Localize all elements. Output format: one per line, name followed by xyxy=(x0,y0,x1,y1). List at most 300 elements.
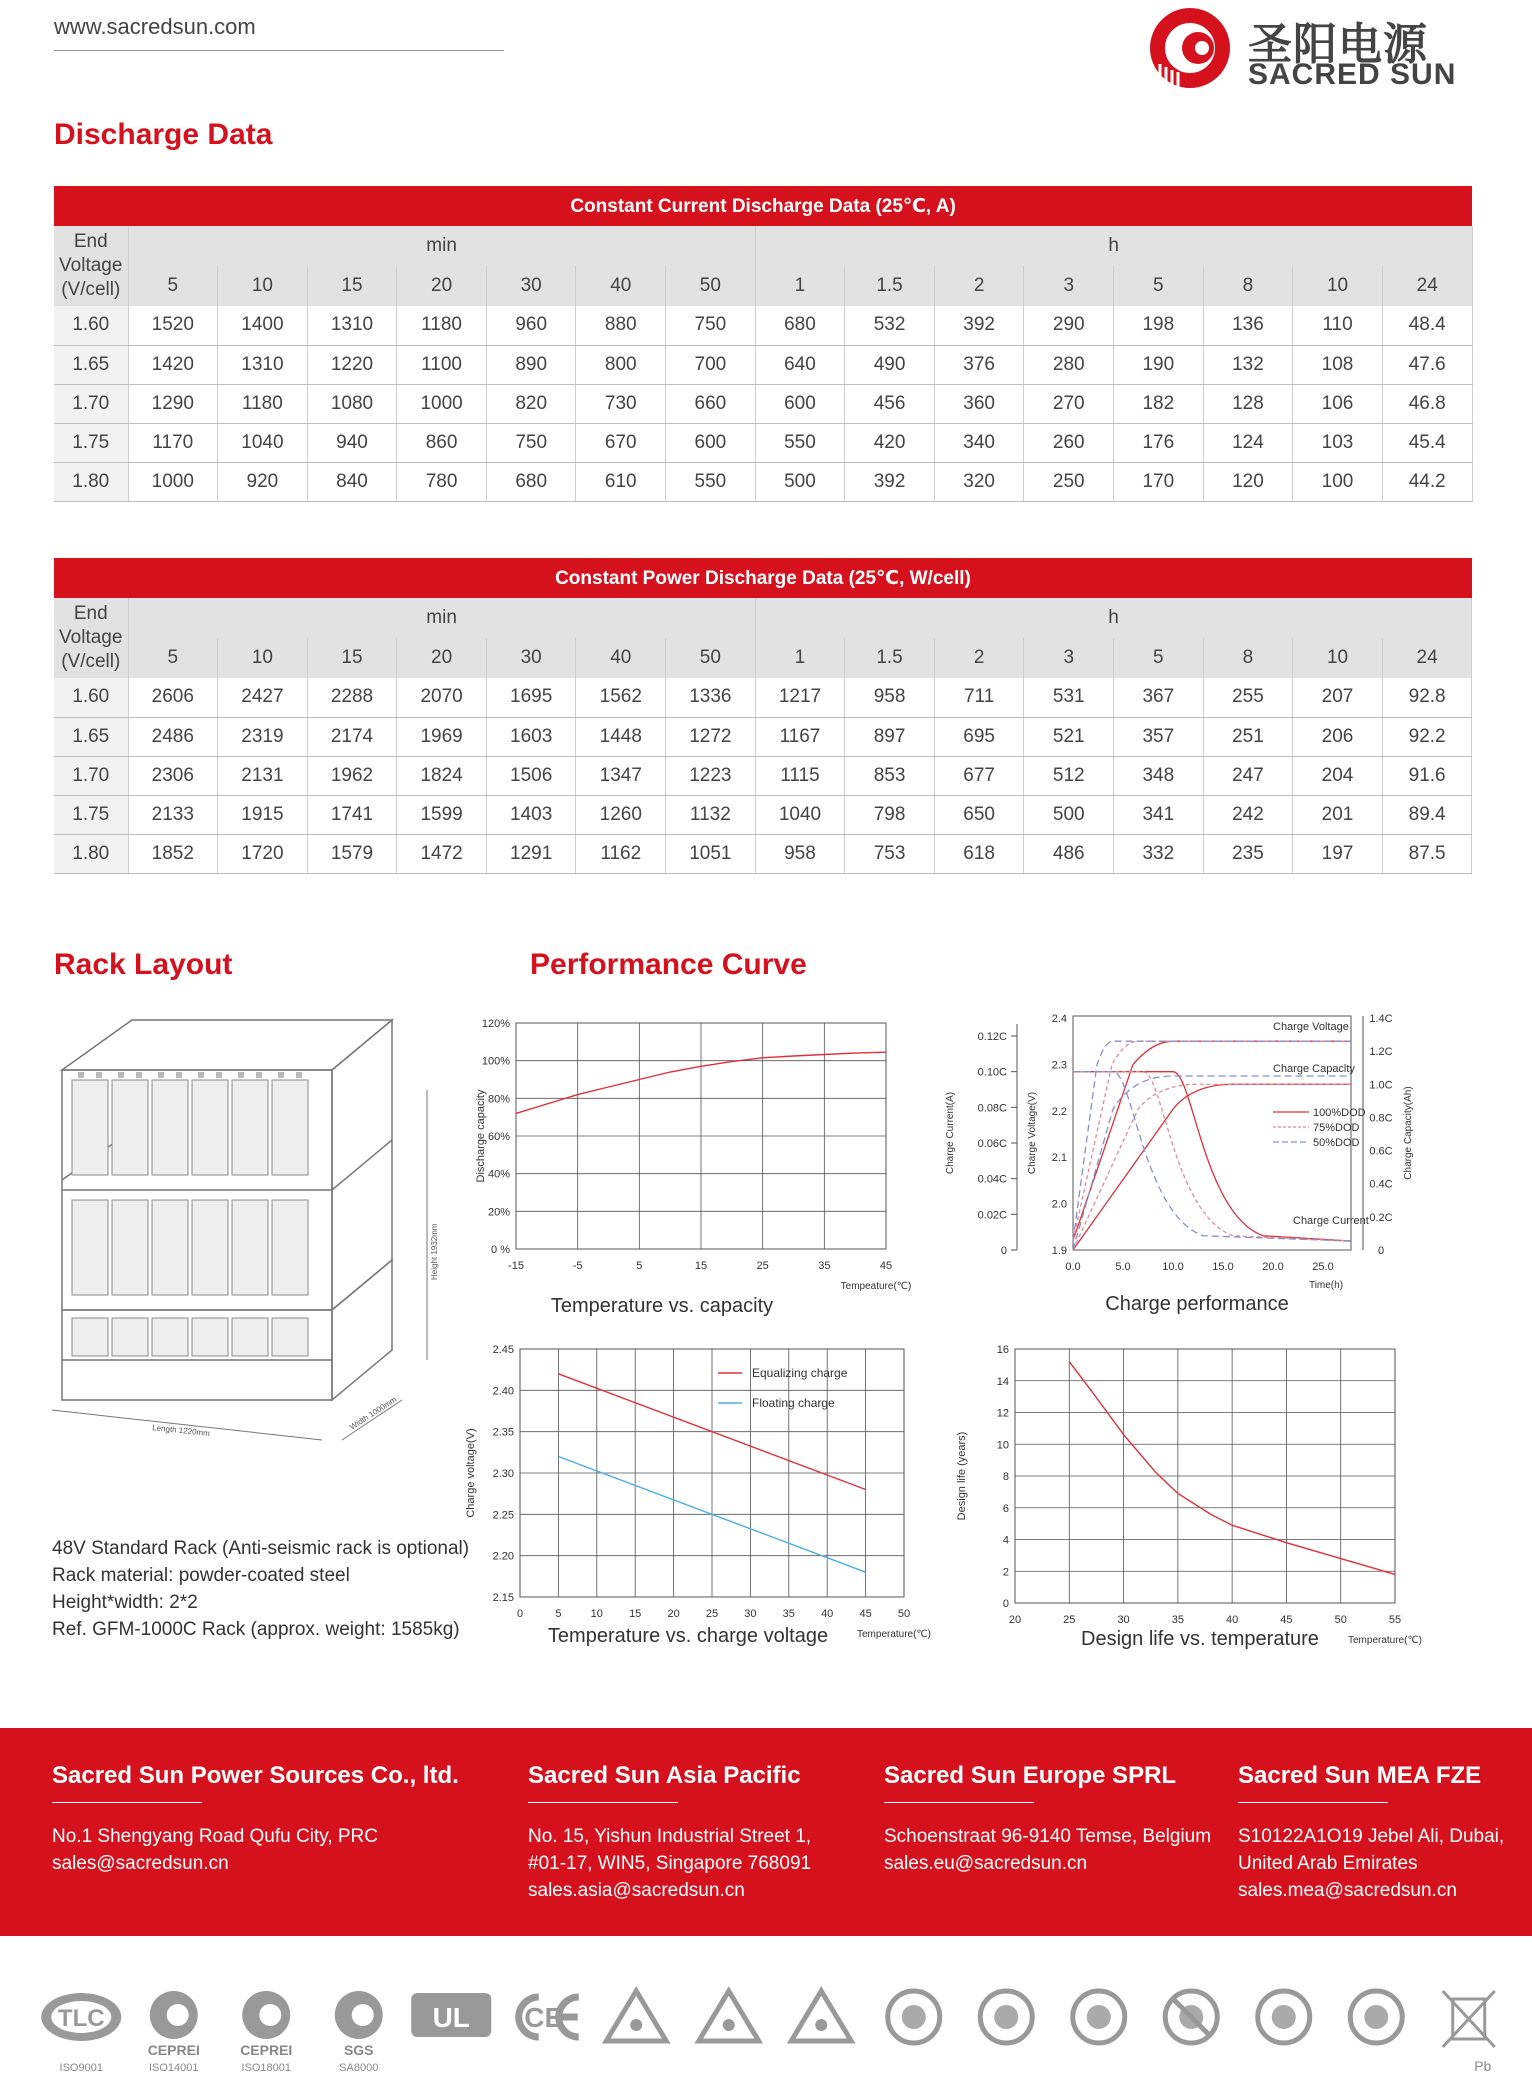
table-cell: 341 xyxy=(1114,795,1204,834)
table-cell: 1472 xyxy=(397,834,487,873)
current-tick-label: 0.08C xyxy=(977,1102,1007,1115)
no-trash-pb-icon xyxy=(1443,1991,1495,2074)
keep-from-children-icon xyxy=(1258,1991,1310,2043)
column-header: 1 xyxy=(755,638,845,678)
table-cell: 392 xyxy=(934,306,1024,345)
x-axis-label: Tempeature(℃) xyxy=(840,1281,912,1292)
annotation-label: Charge Capaclty xyxy=(1273,1063,1355,1075)
y-tick-label: 20% xyxy=(487,1206,510,1219)
table-group-row xyxy=(54,598,1472,638)
table-cell: 1310 xyxy=(218,345,308,384)
table-cell: 695 xyxy=(934,717,1024,756)
table-cell: 1962 xyxy=(307,756,397,795)
x-tick-label: 10 xyxy=(590,1608,603,1620)
table-cell: 1170 xyxy=(128,423,218,462)
x-tick-label: 15.0 xyxy=(1212,1261,1234,1273)
table-cell: 680 xyxy=(486,462,576,501)
table-cell: 235 xyxy=(1203,834,1293,873)
table-cell: 242 xyxy=(1203,795,1293,834)
voltage-cell: 1.80 xyxy=(54,834,128,873)
x-axis-label: Time(h) xyxy=(1308,1280,1344,1291)
table-cell: 124 xyxy=(1203,423,1293,462)
end-voltage-header xyxy=(54,226,128,306)
current-tick-label: 0.12C xyxy=(977,1031,1007,1043)
logo-chinese: 圣阳电源 xyxy=(1248,20,1428,69)
table-cell: 1040 xyxy=(755,795,845,834)
column-header: 3 xyxy=(1024,638,1114,678)
constant-current-table xyxy=(54,186,1473,502)
cert-label: ISO18001 xyxy=(241,2062,292,2074)
warning-symbol xyxy=(723,2019,735,2031)
table-cell: 550 xyxy=(666,462,756,501)
x-tick-label: 35 xyxy=(782,1608,795,1620)
symbol-center xyxy=(1272,2005,1296,2029)
column-header: 1.5 xyxy=(845,266,935,306)
table-row xyxy=(54,462,1472,501)
legend-label: Equalizing charge xyxy=(752,1366,848,1380)
table-row xyxy=(54,834,1472,873)
table-cell: 1695 xyxy=(486,678,576,717)
column-header: 50 xyxy=(666,638,756,678)
x-tick-label: 50 xyxy=(897,1608,911,1620)
current-tick-label: 0 xyxy=(1000,1245,1007,1257)
table-cell: 2288 xyxy=(307,678,397,717)
rack-description xyxy=(52,1535,469,1643)
cepre-icon xyxy=(148,1991,200,2074)
footer-address: #01-17, WIN5, Singapore 768091 xyxy=(528,1853,812,1874)
table-cell: 2306 xyxy=(128,756,218,795)
table-cell: 1100 xyxy=(397,345,487,384)
column-header: 5 xyxy=(128,266,218,306)
table-cell: 106 xyxy=(1293,384,1383,423)
table-cell: 1310 xyxy=(307,306,397,345)
table-cell: 600 xyxy=(666,423,756,462)
footer xyxy=(0,1728,1532,1936)
table-cell: 48.4 xyxy=(1382,306,1472,345)
table-cell: 46.8 xyxy=(1382,384,1472,423)
table-row xyxy=(54,384,1472,423)
corrosive-warning-icon xyxy=(791,1991,851,2041)
badge-inner xyxy=(352,2004,374,2026)
chart-title: Design life vs. temperature xyxy=(1081,1628,1319,1650)
table-cell: 600 xyxy=(755,384,845,423)
x-tick-label: 35 xyxy=(818,1260,831,1272)
table-cell: 618 xyxy=(934,834,1024,873)
table-caption: Constant Power Discharge Data (25℃, W/cell) xyxy=(54,558,1472,598)
footer-mea xyxy=(1238,1762,1504,1904)
table-cell: 680 xyxy=(755,306,845,345)
y-axis-label: Charge voltage(V) xyxy=(465,1428,477,1518)
table-row xyxy=(54,678,1472,717)
x-tick-label: 20 xyxy=(667,1608,680,1620)
table-cell: 1599 xyxy=(397,795,487,834)
column-header: 50 xyxy=(666,266,756,306)
gloves-icon xyxy=(1073,1991,1125,2043)
table-cell: 730 xyxy=(576,384,666,423)
footer-asia xyxy=(528,1762,811,1904)
table-cell: 1969 xyxy=(397,717,487,756)
chart-title: Temperature vs. capacity xyxy=(550,1295,774,1317)
y-tick-label: 14 xyxy=(996,1375,1009,1388)
capacity-tick-label: 1.0C xyxy=(1369,1079,1393,1092)
table-cell: 750 xyxy=(486,423,576,462)
table-cell: 670 xyxy=(576,423,666,462)
y-axis-label: Design life (years) xyxy=(956,1431,968,1521)
legend-label: 50%DOD xyxy=(1313,1137,1360,1149)
website-url[interactable]: www.sacredsun.com xyxy=(54,14,256,39)
rack-height-label: Height 1932mm xyxy=(430,1223,439,1280)
cert-text: SGS xyxy=(343,2042,374,2058)
footer-email[interactable]: sales.asia@sacredsun.cn xyxy=(528,1880,745,1901)
table-cell: 376 xyxy=(934,345,1024,384)
table-cell: 392 xyxy=(845,462,935,501)
table-cell: 1132 xyxy=(666,795,756,834)
end-voltage-line: End xyxy=(73,603,108,624)
rack-line: Rack material: powder-coated steel xyxy=(52,1565,350,1586)
voltage-tick-label: 2.4 xyxy=(1051,1013,1067,1025)
y-tick-label: 0 xyxy=(1002,1598,1009,1610)
symbol-center xyxy=(902,2005,926,2029)
table-cell: 1720 xyxy=(218,834,308,873)
y-tick-label: 80% xyxy=(487,1093,510,1106)
column-header: 20 xyxy=(397,638,487,678)
table-cell: 920 xyxy=(218,462,308,501)
sgs-icon xyxy=(335,1991,383,2074)
x-tick-label: 45 xyxy=(1280,1614,1293,1626)
rack-length-label: Length 1220mm xyxy=(151,1423,211,1439)
group-min-header: min xyxy=(128,598,755,638)
footer-email[interactable]: sales.eu@sacredsun.cn xyxy=(884,1853,1088,1874)
column-header: 8 xyxy=(1203,266,1293,306)
table-cell: 800 xyxy=(576,345,666,384)
x-tick-label: -5 xyxy=(572,1260,583,1272)
recycle-icon xyxy=(1350,1991,1402,2043)
table-cell: 44.2 xyxy=(1382,462,1472,501)
chart-title: Charge performance xyxy=(1105,1293,1289,1315)
x-tick-label: 5 xyxy=(555,1608,562,1620)
capacity-tick-label: 1.2C xyxy=(1369,1046,1393,1059)
table-cell: 490 xyxy=(845,345,935,384)
logo-english: SACRED SUN xyxy=(1248,58,1457,91)
table-cell: 1420 xyxy=(128,345,218,384)
table-cell: 753 xyxy=(845,834,935,873)
y-tick-label: 12 xyxy=(996,1407,1009,1420)
column-header: 24 xyxy=(1382,266,1472,306)
footer-email[interactable]: sales.mea@sacredsun.cn xyxy=(1238,1880,1457,1901)
table-cell: 357 xyxy=(1114,717,1204,756)
legend-label: 100%DOD xyxy=(1313,1107,1366,1119)
annotation-label: Charge Current xyxy=(1293,1215,1369,1227)
warning-triangle xyxy=(699,1991,759,2041)
table-cell: 1448 xyxy=(576,717,666,756)
column-header: 10 xyxy=(218,266,308,306)
group-min-header: min xyxy=(128,226,755,266)
table-cell: 92.2 xyxy=(1382,717,1472,756)
table-cell: 500 xyxy=(755,462,845,501)
brand-logo xyxy=(1146,4,1466,94)
y-tick-label: 8 xyxy=(1002,1471,1009,1483)
table-cell: 320 xyxy=(934,462,1024,501)
voltage-tick-label: 2.3 xyxy=(1051,1059,1067,1072)
performance-title: Performance Curve xyxy=(530,948,807,981)
table-row xyxy=(54,423,1472,462)
table-cell: 1180 xyxy=(218,384,308,423)
table-cell: 940 xyxy=(307,423,397,462)
table-cell: 260 xyxy=(1024,423,1114,462)
warning-symbol xyxy=(815,2019,827,2031)
current-tick-label: 0.02C xyxy=(977,1209,1007,1222)
cert-text: CEPREI xyxy=(147,2042,200,2058)
table-cell: 531 xyxy=(1024,678,1114,717)
table-caption: Constant Current Discharge Data (25℃, A) xyxy=(54,186,1472,226)
table-cell: 2131 xyxy=(218,756,308,795)
table-cell: 198 xyxy=(1114,306,1204,345)
ul-icon xyxy=(411,1993,491,2037)
table-cell: 89.4 xyxy=(1382,795,1472,834)
table-row xyxy=(54,306,1472,345)
column-header: 20 xyxy=(397,266,487,306)
x-tick-label: -15 xyxy=(508,1260,524,1272)
table-cell: 47.6 xyxy=(1382,345,1472,384)
column-header: 40 xyxy=(576,266,666,306)
table-cell: 182 xyxy=(1114,384,1204,423)
table-cell: 1000 xyxy=(397,384,487,423)
discharge-title: Discharge Data xyxy=(54,118,273,151)
table-cell: 1080 xyxy=(307,384,397,423)
table-row xyxy=(54,756,1472,795)
symbol-center xyxy=(1087,2005,1111,2029)
table-cell: 128 xyxy=(1203,384,1293,423)
table-cell: 550 xyxy=(755,423,845,462)
cepre2-icon xyxy=(240,1991,292,2074)
table-cell: 2133 xyxy=(128,795,218,834)
y-tick-label: 2 xyxy=(1002,1566,1009,1579)
y-tick-label: 2.30 xyxy=(492,1468,514,1480)
rack-line: 48V Standard Rack (Anti-seismic rack is optional) xyxy=(52,1538,470,1559)
x-tick-label: 30 xyxy=(1117,1614,1130,1626)
no-fire-icon xyxy=(1165,1991,1217,2043)
symbol-center xyxy=(1364,2005,1388,2029)
table-cell: 820 xyxy=(486,384,576,423)
footer-address: Schoenstraat 96-9140 Temse, Belgium xyxy=(884,1826,1212,1847)
table-cell: 204 xyxy=(1293,756,1383,795)
x-tick-label: 20.0 xyxy=(1262,1261,1284,1273)
chart-title: Temperature vs. charge voltage xyxy=(547,1625,829,1647)
table-cell: 45.4 xyxy=(1382,423,1472,462)
column-header: 40 xyxy=(576,638,666,678)
y-tick-label: 2.35 xyxy=(492,1426,514,1439)
column-header: 24 xyxy=(1382,638,1472,678)
table-cell: 1000 xyxy=(128,462,218,501)
x-tick-label: 45 xyxy=(859,1608,872,1620)
column-header: 2 xyxy=(934,266,1024,306)
table-cell: 2427 xyxy=(218,678,308,717)
chart-temperature-capacity xyxy=(470,1005,940,1325)
x-tick-label: 55 xyxy=(1388,1614,1402,1626)
table-cell: 750 xyxy=(666,306,756,345)
ce-icon xyxy=(519,1997,579,2037)
certification-icons xyxy=(0,1985,1532,2075)
voltage-axis-label: Charge Voltage(V) xyxy=(1027,1091,1038,1175)
footer-europe xyxy=(884,1762,1211,1877)
table-cell: 91.6 xyxy=(1382,756,1472,795)
table-cell: 1506 xyxy=(486,756,576,795)
voltage-tick-label: 2.1 xyxy=(1051,1152,1067,1165)
footer-company-name: Sacred Sun Asia Pacific xyxy=(528,1762,801,1789)
table-cell: 251 xyxy=(1203,717,1293,756)
capacity-tick-label: 0.4C xyxy=(1369,1178,1393,1191)
table-cell: 367 xyxy=(1114,678,1204,717)
table-cell: 1741 xyxy=(307,795,397,834)
table-cell: 176 xyxy=(1114,423,1204,462)
voltage-cell: 1.70 xyxy=(54,756,128,795)
table-cell: 280 xyxy=(1024,345,1114,384)
voltage-cell: 1.65 xyxy=(54,345,128,384)
end-voltage-line: End xyxy=(73,231,108,252)
x-tick-label: 45 xyxy=(879,1260,893,1272)
x-tick-label: 5.0 xyxy=(1115,1261,1131,1273)
footer-company-name: Sacred Sun Power Sources Co., ltd. xyxy=(52,1762,459,1789)
table-cell: 1260 xyxy=(576,795,666,834)
table-cell: 348 xyxy=(1114,756,1204,795)
warning-triangle xyxy=(606,1991,666,2041)
voltage-cell: 1.80 xyxy=(54,462,128,501)
y-tick-label: 2.20 xyxy=(492,1550,514,1563)
cert-text: TLC xyxy=(57,2005,105,2032)
table-cell: 1336 xyxy=(666,678,756,717)
table-cell: 92.8 xyxy=(1382,678,1472,717)
cert-text: CE xyxy=(524,2002,564,2033)
y-tick-label: 2.40 xyxy=(492,1385,514,1398)
x-tick-label: 40 xyxy=(821,1608,834,1620)
cert-text: CEPREI xyxy=(240,2042,293,2058)
table-cell: 840 xyxy=(307,462,397,501)
tlc-icon xyxy=(41,1993,121,2074)
table-cell: 780 xyxy=(397,462,487,501)
table-cell: 103 xyxy=(1293,423,1383,462)
table-cell: 958 xyxy=(755,834,845,873)
header-divider xyxy=(54,50,504,51)
current-tick-label: 0.06C xyxy=(977,1138,1007,1150)
column-header: 10 xyxy=(1293,266,1383,306)
table-cell: 860 xyxy=(397,423,487,462)
table-cell: 132 xyxy=(1203,345,1293,384)
voltage-tick-label: 2.2 xyxy=(1051,1105,1067,1118)
x-tick-label: 0.0 xyxy=(1065,1261,1081,1273)
column-header: 1.5 xyxy=(845,638,935,678)
x-tick-label: 40 xyxy=(1226,1614,1239,1626)
legend-label: 75%DOD xyxy=(1313,1122,1360,1134)
rack-drawing xyxy=(52,1000,472,1460)
symbol-center xyxy=(994,2005,1018,2029)
constant-power-table xyxy=(54,558,1472,874)
table-cell: 206 xyxy=(1293,717,1383,756)
table-cell: 1520 xyxy=(128,306,218,345)
column-header: 5 xyxy=(1114,638,1204,678)
end-voltage-line: (V/cell) xyxy=(61,651,121,672)
table-cell: 640 xyxy=(755,345,845,384)
table-cell: 108 xyxy=(1293,345,1383,384)
table-cell: 197 xyxy=(1293,834,1383,873)
column-header: 3 xyxy=(1024,266,1114,306)
table-row xyxy=(54,345,1472,384)
column-header: 30 xyxy=(486,638,576,678)
badge-inner xyxy=(167,2004,189,2026)
y-tick-label: 40% xyxy=(487,1168,510,1181)
table-cell: 1291 xyxy=(486,834,576,873)
voltage-cell: 1.65 xyxy=(54,717,128,756)
table-cell: 1162 xyxy=(576,834,666,873)
table-cell: 1562 xyxy=(576,678,666,717)
y-tick-label: 4 xyxy=(1002,1534,1009,1547)
x-tick-label: 50 xyxy=(1334,1614,1347,1626)
table-cell: 456 xyxy=(845,384,935,423)
table-cell: 500 xyxy=(1024,795,1114,834)
table-cell: 1824 xyxy=(397,756,487,795)
cert-label: ISO14001 xyxy=(148,2062,199,2074)
table-cell: 87.5 xyxy=(1382,834,1472,873)
eye-protection-icon xyxy=(980,1991,1032,2043)
table-cell: 1217 xyxy=(755,678,845,717)
footer-address: No. 15, Yishun Industrial Street 1, xyxy=(528,1826,812,1847)
cert-label: SA8000 xyxy=(339,2062,379,2074)
capacity-axis-label: Charge Capacity(Ah) xyxy=(1403,1086,1414,1180)
table-cell: 120 xyxy=(1203,462,1293,501)
voltage-cell: 1.75 xyxy=(54,795,128,834)
table-cell: 1915 xyxy=(218,795,308,834)
table-cell: 1220 xyxy=(307,345,397,384)
column-header: 8 xyxy=(1203,638,1293,678)
voltage-cell: 1.75 xyxy=(54,423,128,462)
table-cell: 1852 xyxy=(128,834,218,873)
table-cell: 512 xyxy=(1024,756,1114,795)
column-header: 15 xyxy=(307,638,397,678)
table-cell: 521 xyxy=(1024,717,1114,756)
table-cell: 332 xyxy=(1114,834,1204,873)
column-header: 30 xyxy=(486,266,576,306)
table-caption-row xyxy=(54,186,1472,226)
capacity-tick-label: 0.2C xyxy=(1369,1211,1393,1224)
warning-symbol xyxy=(630,2019,642,2031)
capacity-tick-label: 0 xyxy=(1377,1245,1385,1257)
table-cell: 1167 xyxy=(755,717,845,756)
warning-triangle xyxy=(791,1991,851,2041)
footer-hq xyxy=(52,1762,459,1877)
table-group-row xyxy=(54,226,1472,266)
rack-line: Ref. GFM-1000C Rack (approx. weight: 1585kg) xyxy=(52,1619,460,1640)
cert-text: UL xyxy=(432,2002,470,2033)
end-voltage-line: Voltage xyxy=(59,255,123,276)
table-cell: 798 xyxy=(845,795,935,834)
x-tick-label: 10.0 xyxy=(1162,1261,1184,1273)
table-column-row xyxy=(54,638,1472,678)
rack-width-label: Width 1000mm xyxy=(348,1394,399,1432)
x-tick-label: 15 xyxy=(694,1260,708,1272)
x-tick-label: 25.0 xyxy=(1312,1261,1334,1273)
table-cell: 1347 xyxy=(576,756,666,795)
table-cell: 136 xyxy=(1203,306,1293,345)
column-header: 1 xyxy=(755,266,845,306)
table-caption-row xyxy=(54,558,1472,598)
column-header: 5 xyxy=(128,638,218,678)
table-cell: 1223 xyxy=(666,756,756,795)
table-column-row xyxy=(54,266,1472,306)
table-cell: 2070 xyxy=(397,678,487,717)
capacity-tick-label: 1.4C xyxy=(1369,1013,1393,1025)
x-tick-label: 35 xyxy=(1171,1614,1184,1626)
footer-email[interactable]: sales@sacredsun.cn xyxy=(52,1853,229,1874)
y-tick-label: 16 xyxy=(996,1344,1009,1356)
